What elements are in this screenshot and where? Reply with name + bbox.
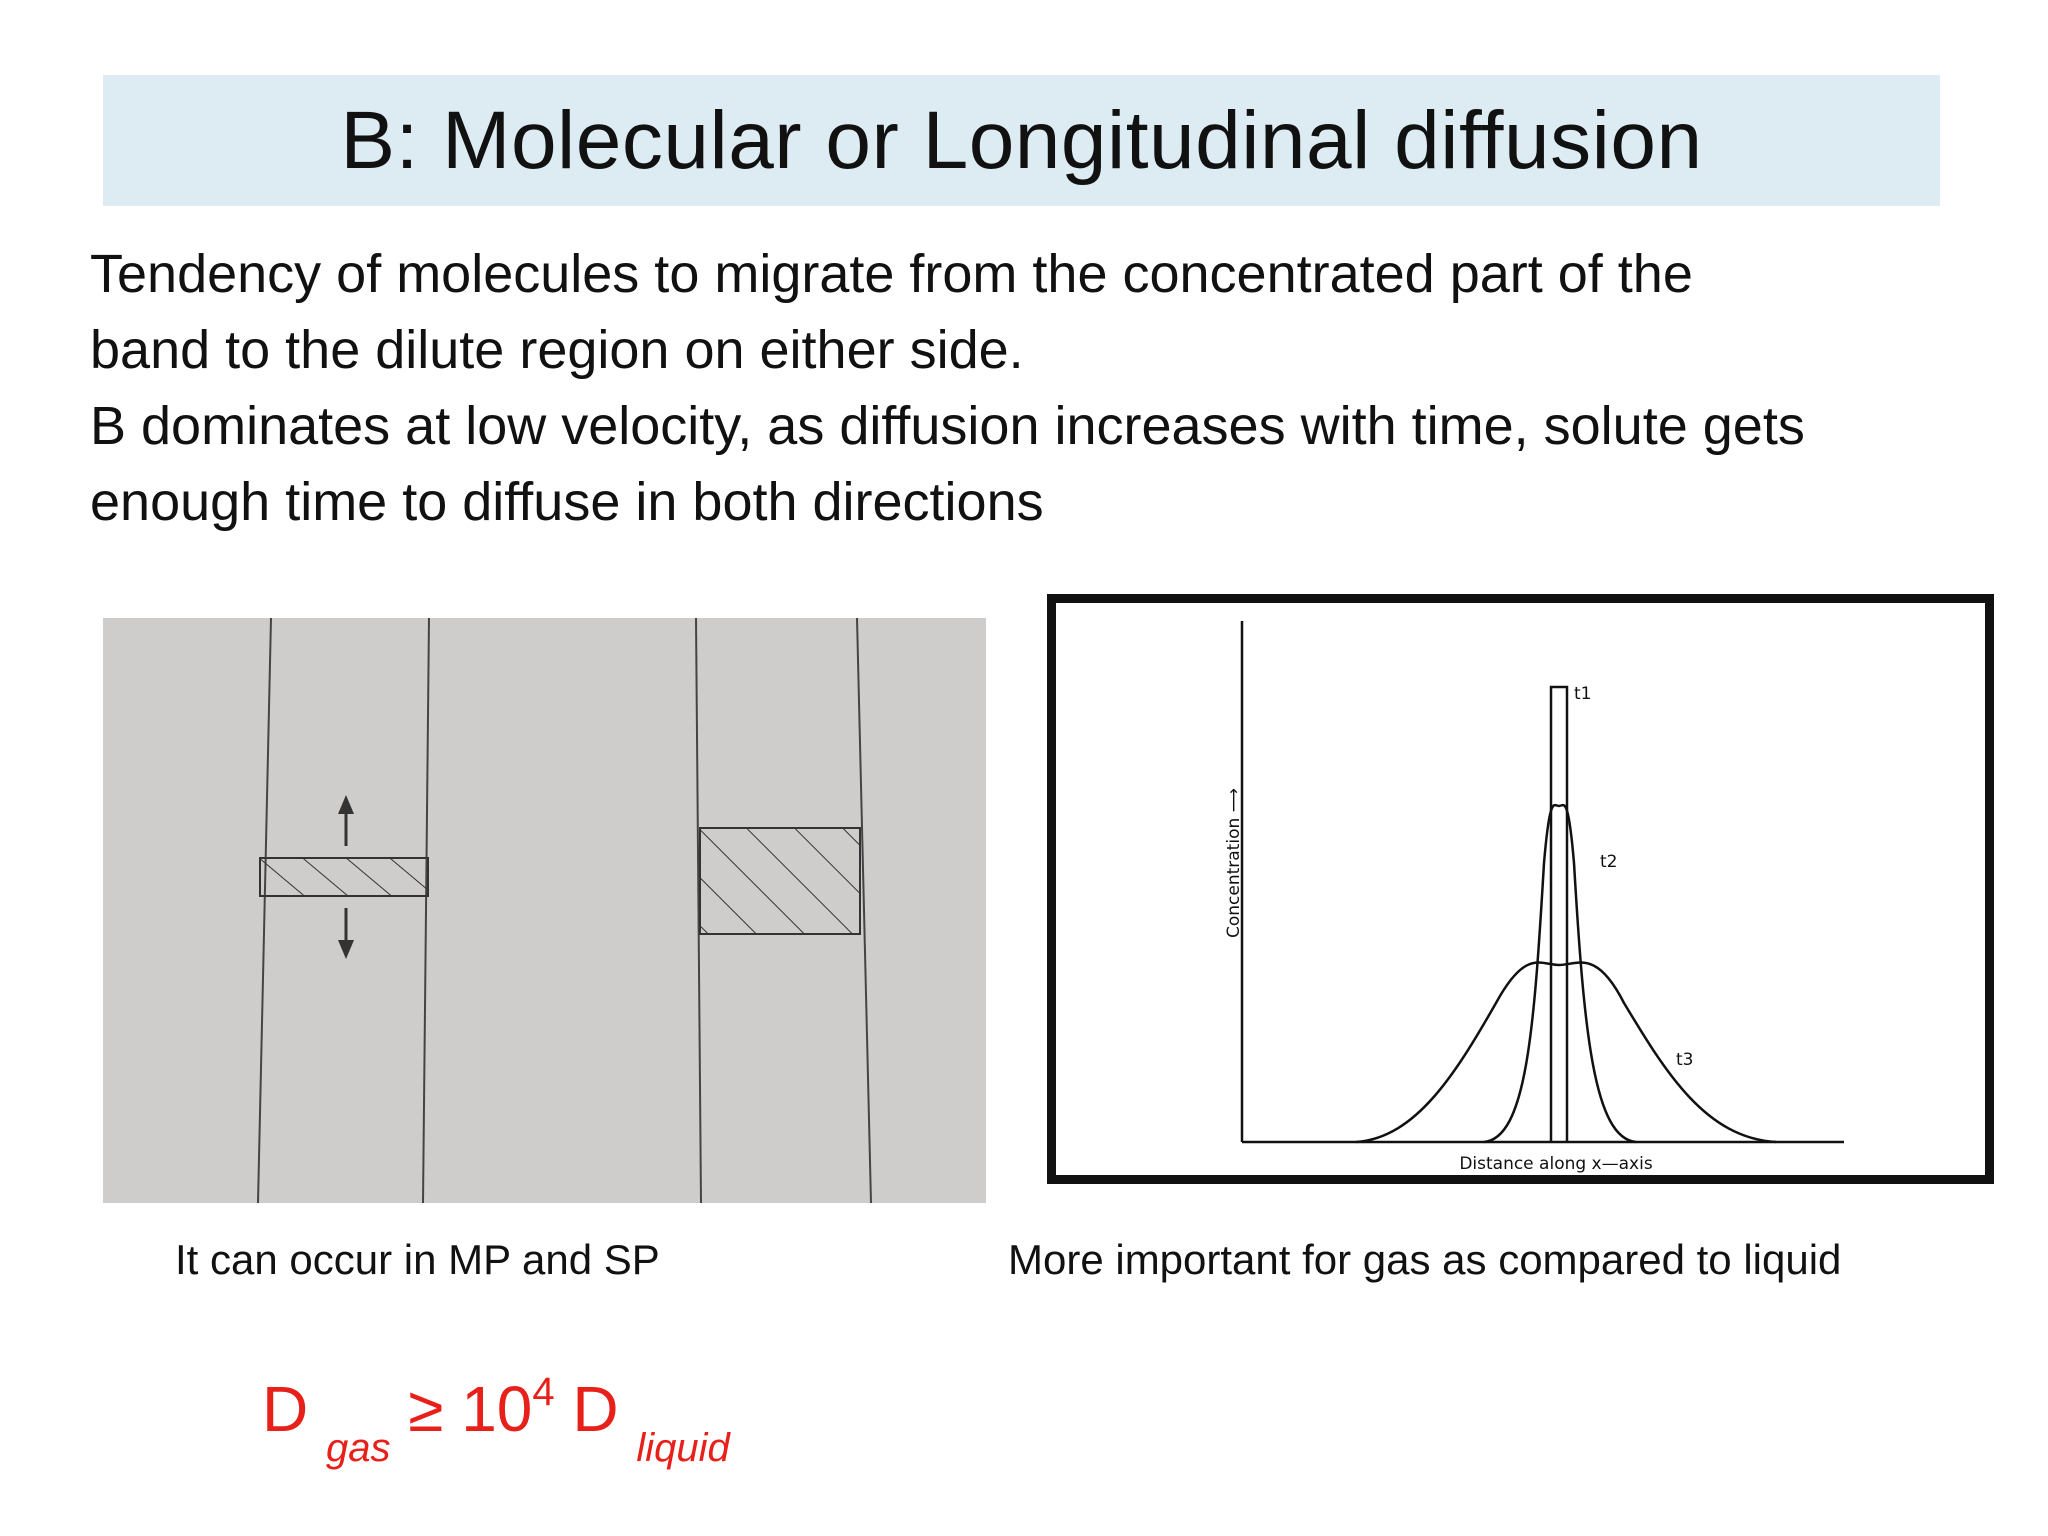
- x-axis-label: Distance along x—axis: [1459, 1154, 1653, 1174]
- body-line: enough time to diffuse in both directions: [90, 472, 1044, 532]
- curve-label-t1: t1: [1574, 684, 1592, 704]
- curve-t1: [1551, 687, 1567, 1142]
- broadened-band: [700, 828, 860, 934]
- equation-relation: ≥ 10: [408, 1373, 533, 1445]
- column-band-drawing: [103, 618, 986, 1203]
- diffusion-equation: [262, 1370, 730, 1470]
- concentration-profile-svg: [1056, 603, 1985, 1175]
- column-band-photo: [103, 618, 986, 1203]
- equation-sub-liquid: liquid: [636, 1426, 730, 1470]
- caption-right: More important for gas as compared to liquid: [1008, 1236, 1842, 1283]
- body-line: band to the dilute region on either side.: [90, 320, 1024, 380]
- column-wall: [423, 618, 429, 1203]
- title-band: [103, 75, 1940, 206]
- y-axis-label: Concentration ⟶: [1224, 787, 1244, 939]
- slide-title: B: Molecular or Longitudinal diffusion: [340, 94, 1703, 186]
- curve-label-t2: t2: [1600, 852, 1618, 872]
- curve-label-t3: t3: [1676, 1050, 1694, 1070]
- body-line: B dominates at low velocity, as diffusion increases with time, solute gets: [90, 396, 1805, 456]
- caption-left: It can occur in MP and SP: [175, 1236, 660, 1283]
- body-line: Tendency of molecules to migrate from the concentrated part of the: [90, 244, 1693, 304]
- equation-d-gas: D: [262, 1373, 309, 1445]
- equation-sub-gas: gas: [326, 1426, 391, 1470]
- narrow-band: [260, 858, 428, 896]
- concentration-profile-figure: [1047, 594, 1994, 1184]
- body-text: [90, 236, 1990, 540]
- equation-d-liquid: D: [572, 1373, 619, 1445]
- column-wall: [258, 618, 271, 1203]
- equation-exponent: 4: [532, 1370, 555, 1414]
